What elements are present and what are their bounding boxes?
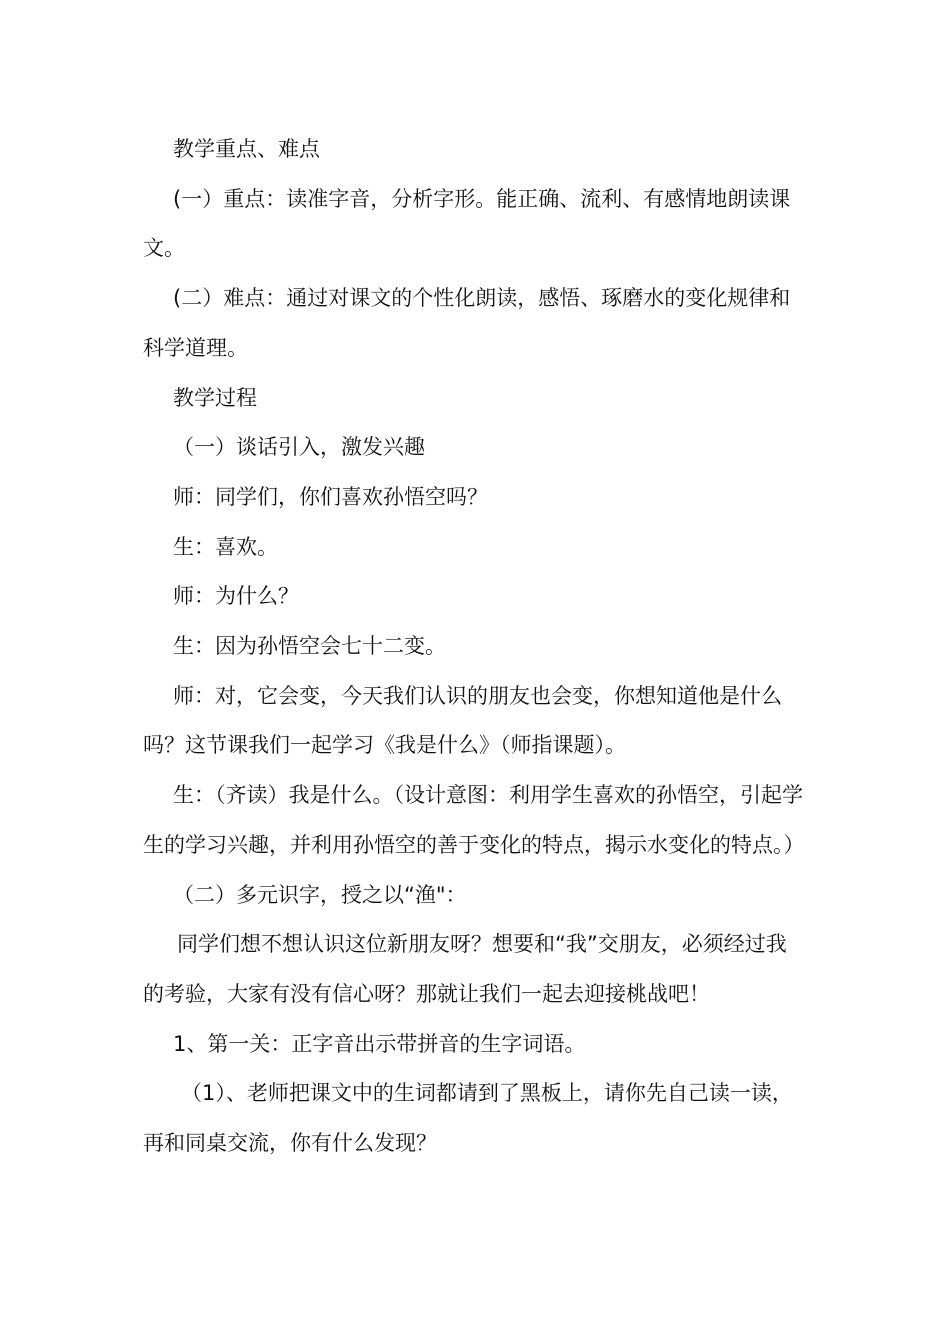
document-body	[143, 125, 807, 1169]
paragraph-step-one: （1）、老师把课文中的生词都请到了黑板上，请你先自己读一读，再和同桌交流，你有什么发现？	[143, 1081, 793, 1156]
dialogue-line: 师：对，它会变，今天我们认识的朋友也会变，你想知道他是什么吗？这节课我们一起学习《我是什么》（师指课题）。	[143, 683, 782, 758]
paragraph-challenge-intro: 同学们想不想认识这位新朋友呀？想要和“我”交朋友，必须经过我的考验，大家有没有信心呀？那就让我们一起去迎接桃战吧！	[143, 932, 787, 1006]
paragraph-key-point: (一）重点：读准字音，分析字形。能正确、流利、有感情地朗读课文。	[143, 186, 791, 261]
dialogue-line: 生：喜欢。	[173, 534, 278, 559]
dialogue-line: 生：（齐读）我是什么。（设计意图：利用学生喜欢的孙悟空，引起学生的学习兴趣，并利用孙悟空的善于变化的特点，揭示水变化的特点。）	[143, 783, 805, 857]
heading-teaching-process: 教学过程	[173, 385, 257, 410]
section-heading-literacy: （二）多元识字，授之以“渔"：	[173, 882, 467, 907]
dialogue-line: 生：因为孙悟空会七十二变。	[173, 634, 446, 659]
dialogue-line: 师：同学们，你们喜欢孙悟空吗？	[173, 484, 488, 509]
heading-key-points: 教学重点、难点	[173, 137, 320, 161]
section-heading-intro: （一）谈话引入，激发兴趣	[173, 435, 425, 460]
dialogue-line: 师：为什么？	[173, 584, 299, 609]
paragraph-difficult-point: (二）难点：通过对课文的个性化朗读，感悟、琢磨水的变化规律和科学道理。	[143, 286, 791, 360]
paragraph-level-one: 1、第一关：正字音出示带拼音的生字词语。	[173, 1031, 586, 1056]
